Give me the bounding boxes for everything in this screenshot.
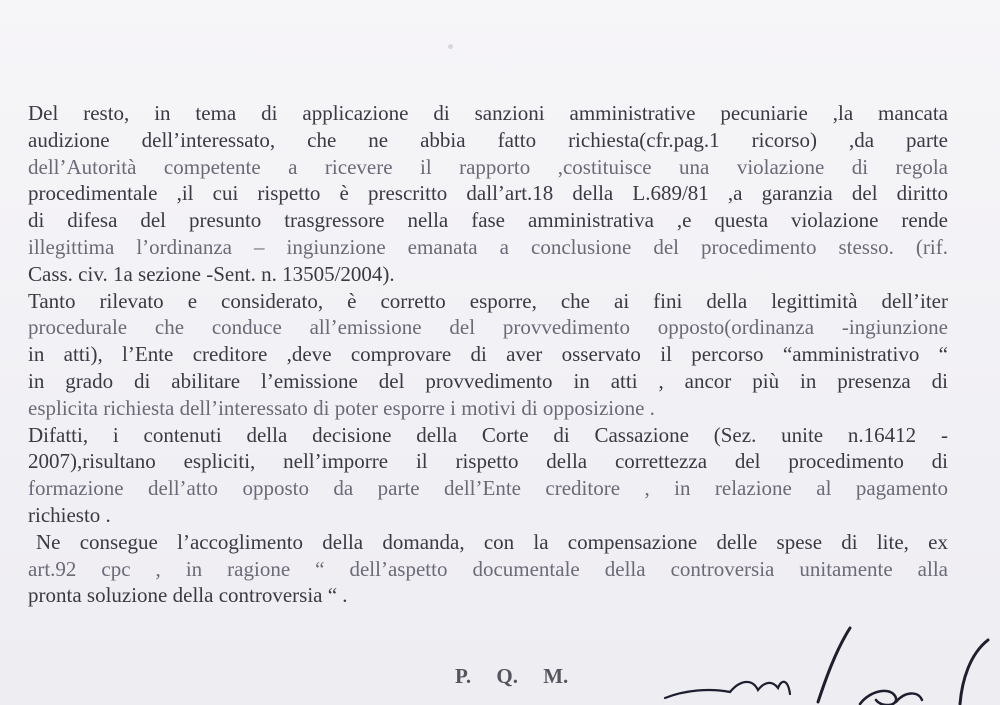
handwritten-signature-icon: [660, 620, 1000, 705]
text-line: procedurale che conduce all’emissione del provvedimento opposto(ordinanza -ingiunzione: [28, 315, 948, 340]
text-line: illegittima l’ordinanza – ingiunzione emanata a conclusione del procedimento stesso. (rif.: [28, 234, 948, 259]
text-line: Tanto rilevato e considerato, è corretto esporre, che ai fini della legittimità dell’iter: [28, 288, 948, 313]
text-line: Difatti, i contenuti della decisione della Corte di Cassazione (Sez. unite n.16412 -: [28, 422, 948, 447]
text-line: pronta soluzione della controversia “ .: [28, 583, 348, 608]
text-line: procedimentale ,il cui rispetto è prescritto dall’art.18 della L.689/81 ,a garanzia del diritto: [28, 181, 948, 206]
paper-speck: [448, 44, 453, 49]
closing-heading: P. Q. M.: [455, 664, 569, 688]
text-line: richiesto .: [28, 502, 111, 527]
text-line: Ne consegue l’accoglimento della domanda, con la compensazione delle spese di lite, ex: [36, 529, 948, 554]
text-line: in atti), l’Ente creditore ,deve comprovare di aver osservato il percorso “amministrativo “: [28, 342, 948, 367]
text-line: Cass. civ. 1a sezione -Sent. n. 13505/2004).: [28, 261, 395, 286]
text-line: 2007),risultano espliciti, nell’imporre il rispetto della correttezza del procedimento di: [28, 449, 948, 474]
text-line: art.92 cpc , in ragione “ dell’aspetto documentale della controversia unitamente alla: [28, 556, 948, 581]
text-line: di difesa del presunto trasgressore nella fase amministrativa ,e questa violazione rende: [28, 208, 948, 233]
text-line: dell’Autorità competente a ricevere il rapporto ,costituisce una violazione di regola: [28, 154, 948, 179]
text-line: in grado di abilitare l’emissione del provvedimento in atti , ancor più in presenza di: [28, 368, 948, 393]
text-line: Del resto, in tema di applicazione di sanzioni amministrative pecuniarie ,la mancata: [28, 101, 948, 125]
text-line: audizione dell’interessato, che ne abbia fatto richiesta(cfr.pag.1 ricorso) ,da parte: [28, 127, 948, 152]
text-line: formazione dell’atto opposto da parte dell’Ente creditore , in relazione al pagamento: [28, 476, 948, 501]
text-line: esplicita richiesta dell’interessato di poter esporre i motivi di opposizione .: [28, 395, 655, 420]
document-body: [28, 100, 948, 609]
